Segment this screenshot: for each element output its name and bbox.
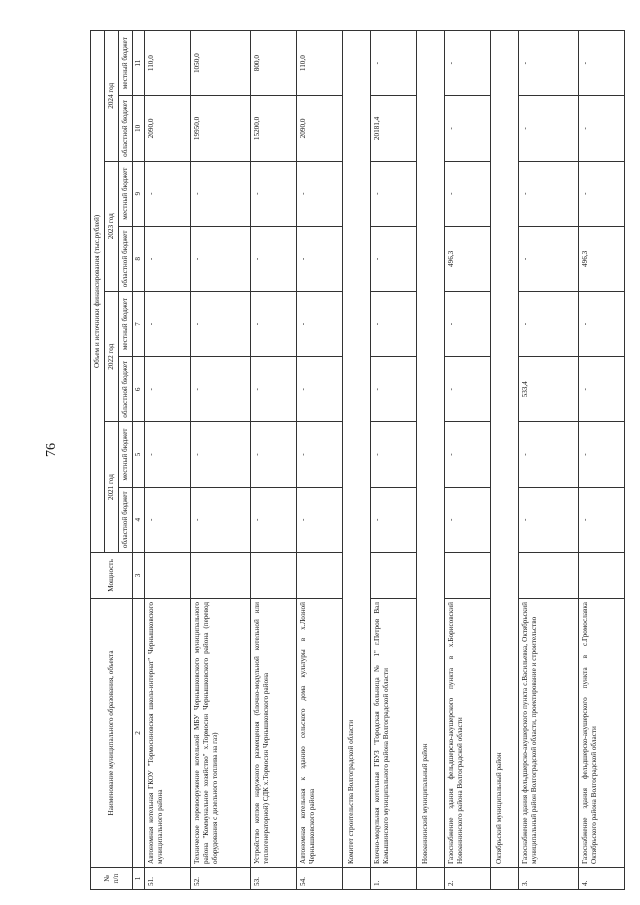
value-cell: 800,0 (251, 31, 297, 96)
section-spacer (343, 867, 371, 889)
value-cell: - (445, 357, 491, 422)
object-name: Газоснабжение здания фельдшерско-акушерского пункта с.Васильевка, Октябрьский муниципальный район Волгоградской области, проектирование и строительство (519, 599, 579, 868)
value-cell: - (297, 226, 343, 291)
value-cell: - (445, 422, 491, 487)
header-regional-budget: областной бюджет (119, 96, 133, 161)
value-cell: - (579, 291, 625, 356)
object-name: Блочно-модульная котельная ГБУЗ "Городская больница № 1" г.Петров Вал Камышинского муниципального района Волгоградской области (371, 599, 417, 868)
section-spacer (491, 867, 519, 889)
value-cell: 496,3 (579, 226, 625, 291)
capacity-cell (579, 552, 625, 598)
value-cell: - (191, 226, 251, 291)
row-number: 3. (519, 867, 579, 889)
table-row (145, 31, 191, 890)
column-number: 6 (133, 357, 145, 422)
value-cell: - (445, 487, 491, 552)
value-cell: 496,3 (445, 226, 491, 291)
value-cell: - (579, 422, 625, 487)
value-cell: - (145, 161, 191, 226)
capacity-cell (445, 552, 491, 598)
value-cell: - (251, 291, 297, 356)
object-name: Газоснабжение здания фельдшерско-акушерского пункта в х.Борисовский Новоаннинского района Волгоградской области (445, 599, 491, 868)
table-row (191, 31, 251, 890)
section-title: Новоаннинский муниципальный район (417, 31, 445, 868)
value-cell: - (145, 226, 191, 291)
column-number: 3 (133, 552, 145, 598)
value-cell: - (371, 31, 417, 96)
value-cell: - (519, 31, 579, 96)
column-number: 11 (133, 31, 145, 96)
section-row (417, 31, 445, 890)
rotated-table-container (90, 30, 630, 890)
value-cell: - (445, 96, 491, 161)
table-body (145, 31, 625, 890)
row-number: 4. (579, 867, 625, 889)
value-cell: - (371, 291, 417, 356)
value-cell: 19950,0 (191, 96, 251, 161)
row-number: 53. (251, 867, 297, 889)
value-cell: - (579, 161, 625, 226)
capacity-cell (145, 552, 191, 598)
value-cell: - (371, 226, 417, 291)
value-cell: - (297, 487, 343, 552)
value-cell: - (579, 31, 625, 96)
object-name: Техническое перевооружение котельной МБУ Чернышковского муниципального района "Коммунальное хозяйство" х.Тормосин Чернышковского района (перевод оборудования с дизельного топлива на газ) (191, 599, 251, 868)
value-cell: 110,0 (297, 31, 343, 96)
value-cell: - (519, 226, 579, 291)
page-number: 76 (44, 443, 59, 457)
header-local-budget: местный бюджет (119, 31, 133, 96)
value-cell: - (297, 357, 343, 422)
table-row (519, 31, 579, 890)
column-number-row (133, 31, 145, 890)
value-cell: - (445, 31, 491, 96)
value-cell: - (251, 422, 297, 487)
header-funding: Объем и источники финансирования (тыс.рублей) (91, 31, 105, 553)
value-cell: - (191, 487, 251, 552)
value-cell: - (145, 357, 191, 422)
row-number: 2. (445, 867, 491, 889)
column-number: 9 (133, 161, 145, 226)
capacity-cell (519, 552, 579, 598)
column-number: 1 (133, 867, 145, 889)
section-row (491, 31, 519, 890)
header-local-budget: местный бюджет (119, 291, 133, 356)
column-number: 8 (133, 226, 145, 291)
header-year-2022: 2022 год (105, 291, 119, 421)
header-year-2024: 2024 год (105, 31, 119, 162)
value-cell: 2090,0 (145, 96, 191, 161)
capacity-cell (297, 552, 343, 598)
value-cell: - (371, 357, 417, 422)
section-title: Комитет строительства Волгоградской области (343, 31, 371, 868)
value-cell: 110,0 (145, 31, 191, 96)
value-cell: - (445, 161, 491, 226)
value-cell: - (251, 226, 297, 291)
header-regional-budget: областной бюджет (119, 487, 133, 552)
capacity-cell (251, 552, 297, 598)
section-row (343, 31, 371, 890)
column-number: 7 (133, 291, 145, 356)
table-row (579, 31, 625, 890)
value-cell: 533,4 (519, 357, 579, 422)
value-cell: 20181,4 (371, 96, 417, 161)
section-title: Октябрьский муниципальный район (491, 31, 519, 868)
value-cell: - (251, 161, 297, 226)
header-year-2021: 2021 год (105, 422, 119, 552)
value-cell: - (251, 357, 297, 422)
value-cell: 2090,0 (297, 96, 343, 161)
header-object-name: Наименование муниципального образования, объекта (91, 599, 133, 868)
table-row (297, 31, 343, 890)
value-cell: - (519, 161, 579, 226)
table-header (91, 31, 145, 890)
value-cell: - (579, 96, 625, 161)
value-cell: - (191, 357, 251, 422)
value-cell: - (579, 357, 625, 422)
row-number: 52. (191, 867, 251, 889)
row-number: 51. (145, 867, 191, 889)
value-cell: - (297, 422, 343, 487)
table-row (445, 31, 491, 890)
row-number: 54. (297, 867, 343, 889)
value-cell: - (579, 487, 625, 552)
capacity-cell (191, 552, 251, 598)
row-number: 1. (371, 867, 417, 889)
value-cell: - (371, 422, 417, 487)
value-cell: - (297, 291, 343, 356)
value-cell: - (519, 422, 579, 487)
value-cell: - (191, 422, 251, 487)
value-cell: - (519, 96, 579, 161)
value-cell: - (371, 161, 417, 226)
column-number: 5 (133, 422, 145, 487)
value-cell: - (371, 487, 417, 552)
value-cell: - (145, 291, 191, 356)
table-row (371, 31, 417, 890)
financing-table (90, 30, 625, 890)
value-cell: - (519, 487, 579, 552)
value-cell: - (297, 161, 343, 226)
value-cell: - (145, 487, 191, 552)
header-local-budget: местный бюджет (119, 422, 133, 487)
header-year-2023: 2023 год (105, 161, 119, 291)
value-cell: - (145, 422, 191, 487)
header-regional-budget: областной бюджет (119, 357, 133, 422)
value-cell: - (191, 291, 251, 356)
value-cell: - (445, 291, 491, 356)
value-cell: - (519, 291, 579, 356)
header-capacity: Мощность (91, 552, 133, 598)
section-spacer (417, 867, 445, 889)
object-name: Автономная котельная ГКОУ "Тормосиновская школа-интернат" Чернышковского муниципального района (145, 599, 191, 868)
column-number: 4 (133, 487, 145, 552)
object-name: Газоснабжение здания фельдшерско-акушерского пункта в с.Громославка Октябрьского района Волгоградской области (579, 599, 625, 868)
header-number: № п/п (91, 867, 133, 889)
object-name: Автономная котельная к зданию сельского дома культуры в х.Лозной Чернышковского района (297, 599, 343, 868)
header-local-budget: местный бюджет (119, 161, 133, 226)
value-cell: - (251, 487, 297, 552)
capacity-cell (371, 552, 417, 598)
column-number: 10 (133, 96, 145, 161)
header-regional-budget: областной бюджет (119, 226, 133, 291)
object-name: Устройство котлов наружного размещения (блочно-модульной котельной или теплогенераторной) СДК х.Тормосин Чернышковского района (251, 599, 297, 868)
value-cell: 15200,0 (251, 96, 297, 161)
value-cell: - (191, 161, 251, 226)
column-number: 2 (133, 599, 145, 868)
table-row (251, 31, 297, 890)
value-cell: 1050,0 (191, 31, 251, 96)
